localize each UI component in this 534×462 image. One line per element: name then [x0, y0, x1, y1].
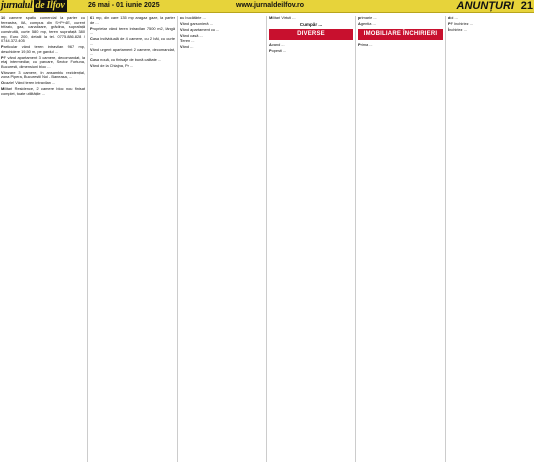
- classified-ad: Vând de la Chiajna, Pr ...: [90, 62, 134, 68]
- section-banner-diverse: DIVERSE: [269, 29, 353, 40]
- classified-ad: Prima ...: [358, 41, 373, 47]
- classified-ad: Agentia ...: [358, 20, 376, 26]
- column-divider: [177, 16, 178, 462]
- classified-ad: doi ...: [448, 16, 458, 20]
- classified-ad: Militari Virtuti ...: [269, 16, 296, 20]
- logo: [1, 0, 67, 12]
- classified-ad: Ocazie! Vând teren intravilan ...: [1, 80, 56, 86]
- highlight-ad: Cumpăr ...: [299, 21, 323, 27]
- column-divider: [445, 16, 446, 462]
- classified-ad: Particular vând teren intravilan 967 mp, deschidere 19,50 m, pe gardul ...: [1, 44, 85, 54]
- classified-ad: Vând garsonieră ...: [180, 20, 213, 26]
- classified-ad: Vând ...: [180, 44, 194, 50]
- classified-ad: primarie ...: [358, 16, 377, 20]
- classified-ad: PF vând apartament 3 camere, decomandat, la etaj intermediar, cu parcare, Sector Fortuna, Bucuresti, dimensiuni bloc ...: [1, 54, 85, 69]
- website-link[interactable]: www.jurnaldeilfov.ro: [236, 2, 305, 9]
- classified-ad: Proprietar vând teren intravilan 7500 m2, lângă ...: [90, 25, 175, 36]
- classified-ad: Avand ...: [269, 42, 285, 48]
- ad-column-1: [1, 16, 85, 462]
- ad-column-4: [269, 16, 353, 462]
- section-title: ANUNȚURI: [456, 0, 514, 12]
- classified-ad: Casa nouă, cu finisaje de bună calitate ...: [90, 57, 162, 62]
- classified-ad: Casa individuală de 4 camere, cu 2 băi, cu curte ...: [90, 36, 175, 46]
- classified-ad: Teren ...: [180, 38, 195, 44]
- classified-ad: Militari Residence, 2 camere bloc nou finisat complet, toate utilitățile ...: [1, 86, 85, 96]
- classified-ad: 61 mp, din care 135 mp aragaz gaze, la parter de ...: [90, 16, 175, 25]
- column-divider: [87, 16, 88, 462]
- ad-column-5: [358, 16, 443, 462]
- classified-ad: Închiriez ...: [448, 26, 467, 32]
- classified-ad: 16 camere spatiu comercial la parter cu fereastra, IIA, compus din S+P+4E, curent trifazic, gaz, canalizare, grădina, suprafață construită, curte 580 mp, teren suprafață 380 mp, Euro 200, detalii la tel. 0775.886.828 / 0744.372.405: [1, 16, 85, 44]
- classified-ad: PF închiriez ...: [448, 20, 473, 26]
- section-banner-inchirieri: IMOBILIARE ÎNCHIRIERI: [358, 29, 443, 40]
- ad-column-2: [90, 16, 175, 462]
- logo-box: de Ilfov: [35, 0, 65, 11]
- classified-ad: Vând casă ...: [180, 32, 203, 38]
- column-divider: [266, 16, 267, 462]
- issue-date: 26 mai - 01 iunie 2025: [88, 2, 160, 9]
- page-number: 21: [520, 0, 533, 12]
- classified-ad: Vânzare 3 camere, în ansamblu rezidențial, zona Pipera, Bucurestii Noi - Baneasa, ...: [1, 69, 85, 80]
- logo-text: jurnalul: [1, 0, 33, 11]
- ad-column-3: [180, 16, 264, 462]
- classified-ad: Vând apartament cu ...: [180, 26, 220, 32]
- classified-ad: Popesti ...: [269, 47, 287, 53]
- ad-column-6: [448, 16, 533, 462]
- classified-ad: Vând urgent apartament 2 camere, decomandat, ...: [90, 46, 175, 57]
- masthead: [0, 0, 534, 13]
- column-divider: [355, 16, 356, 462]
- classified-ad: cu bucătărie ...: [180, 16, 206, 20]
